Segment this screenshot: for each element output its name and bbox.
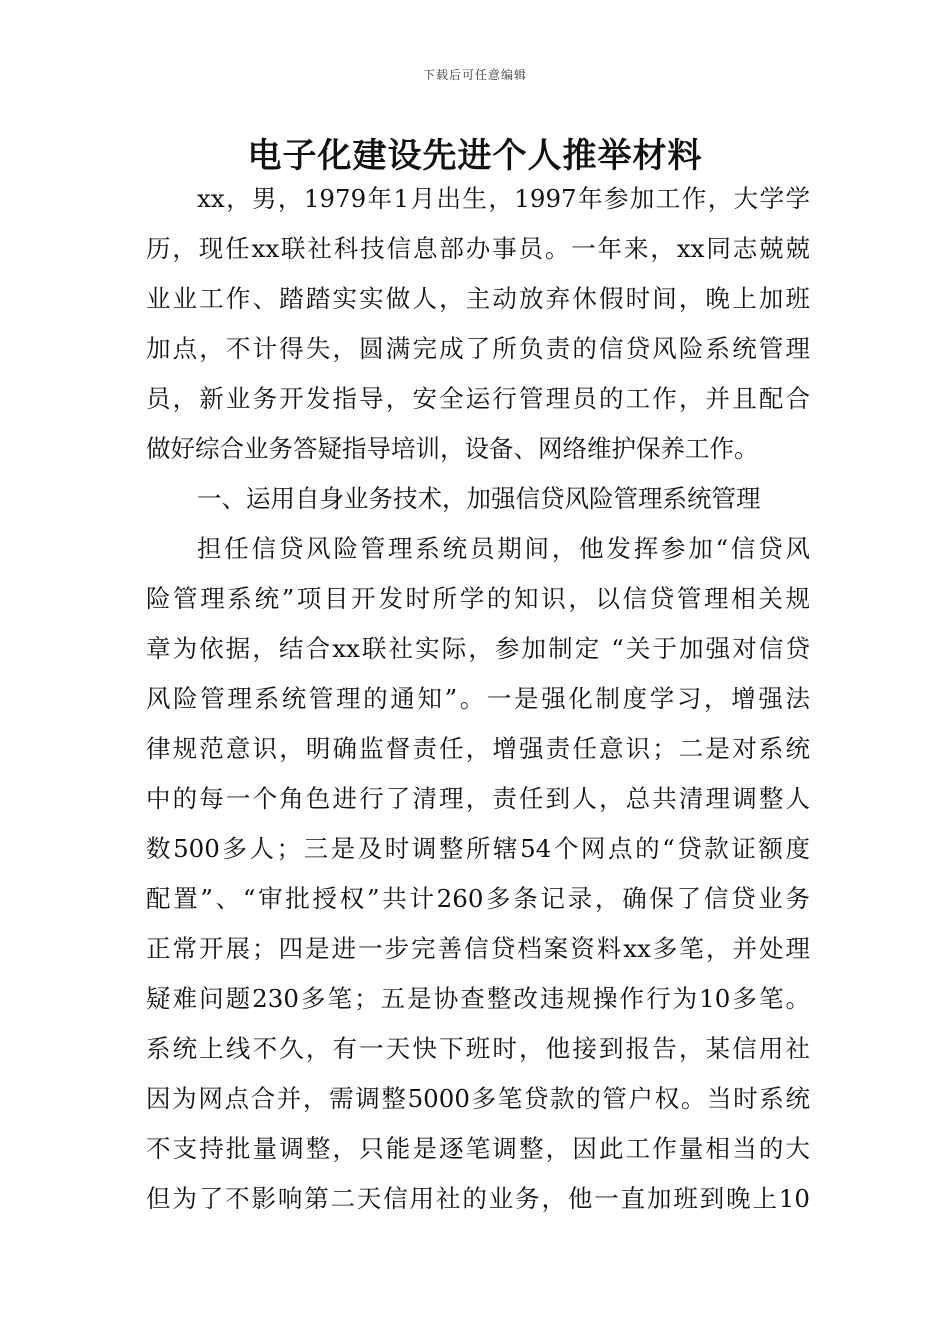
body-line: 律规范意识，明确监督责任，增强责任意识；二是对系统	[146, 734, 810, 763]
body-line: 疑难问题230多笔；五是协查整改违规操作行为10多笔。	[146, 984, 810, 1013]
body-line: 业业工作、踏踏实实做人，主动放弃休假时间，晚上加班	[146, 284, 810, 313]
body-line: 配置”、“审批授权”共计260多条记录，确保了信贷业务	[146, 884, 810, 913]
body-line: 因为网点合并，需调整5000多笔贷款的管户权。当时系统	[146, 1084, 810, 1113]
document-title: 电子化建设先进个人推举材料	[247, 136, 703, 176]
body-line: 系统上线不久，有一天快下班时，他接到报告，某信用社	[146, 1034, 810, 1063]
body-line: 数500多人；三是及时调整所辖54个网点的“贷款证额度	[146, 834, 810, 863]
body-line: 章为依据，结合xx联社实际，参加制定 “关于加强对信贷	[146, 634, 810, 663]
body-line: 历，现任xx联社科技信息部办事员。一年来，xx同志兢兢	[146, 234, 810, 263]
body-line: 险管理系统”项目开发时所学的知识，以信贷管理相关规	[146, 584, 810, 613]
body-line: 不支持批量调整，只能是逐笔调整，因此工作量相当的大	[146, 1134, 810, 1163]
header-note: 下载后可任意编辑	[422, 68, 527, 82]
body-line: xx，男，1979年1月出生，1997年参加工作，大学学	[197, 184, 810, 213]
body-line: 做好综合业务答疑指导培训，设备、网络维护保养工作。	[146, 434, 759, 463]
body-line: 正常开展；四是进一步完善信贷档案资料xx多笔，并处理	[146, 934, 810, 963]
body-line: 担任信贷风险管理系统员期间，他发挥参加“信贷风	[197, 534, 810, 563]
body-line: 但为了不影响第二天信用社的业务，他一直加班到晚上10	[146, 1184, 810, 1213]
body-line: 中的每一个角色进行了清理，责任到人，总共清理调整人	[146, 784, 810, 813]
section-heading: 一、运用自身业务技术，加强信贷风险管理系统管理	[197, 484, 761, 513]
body-line: 加点，不计得失，圆满完成了所负责的信贷风险系统管理	[146, 334, 810, 363]
body-line: 员，新业务开发指导，安全运行管理员的工作，并且配合	[146, 384, 810, 413]
body-line: 风险管理系统管理的通知”。一是强化制度学习，增强法	[146, 684, 810, 713]
